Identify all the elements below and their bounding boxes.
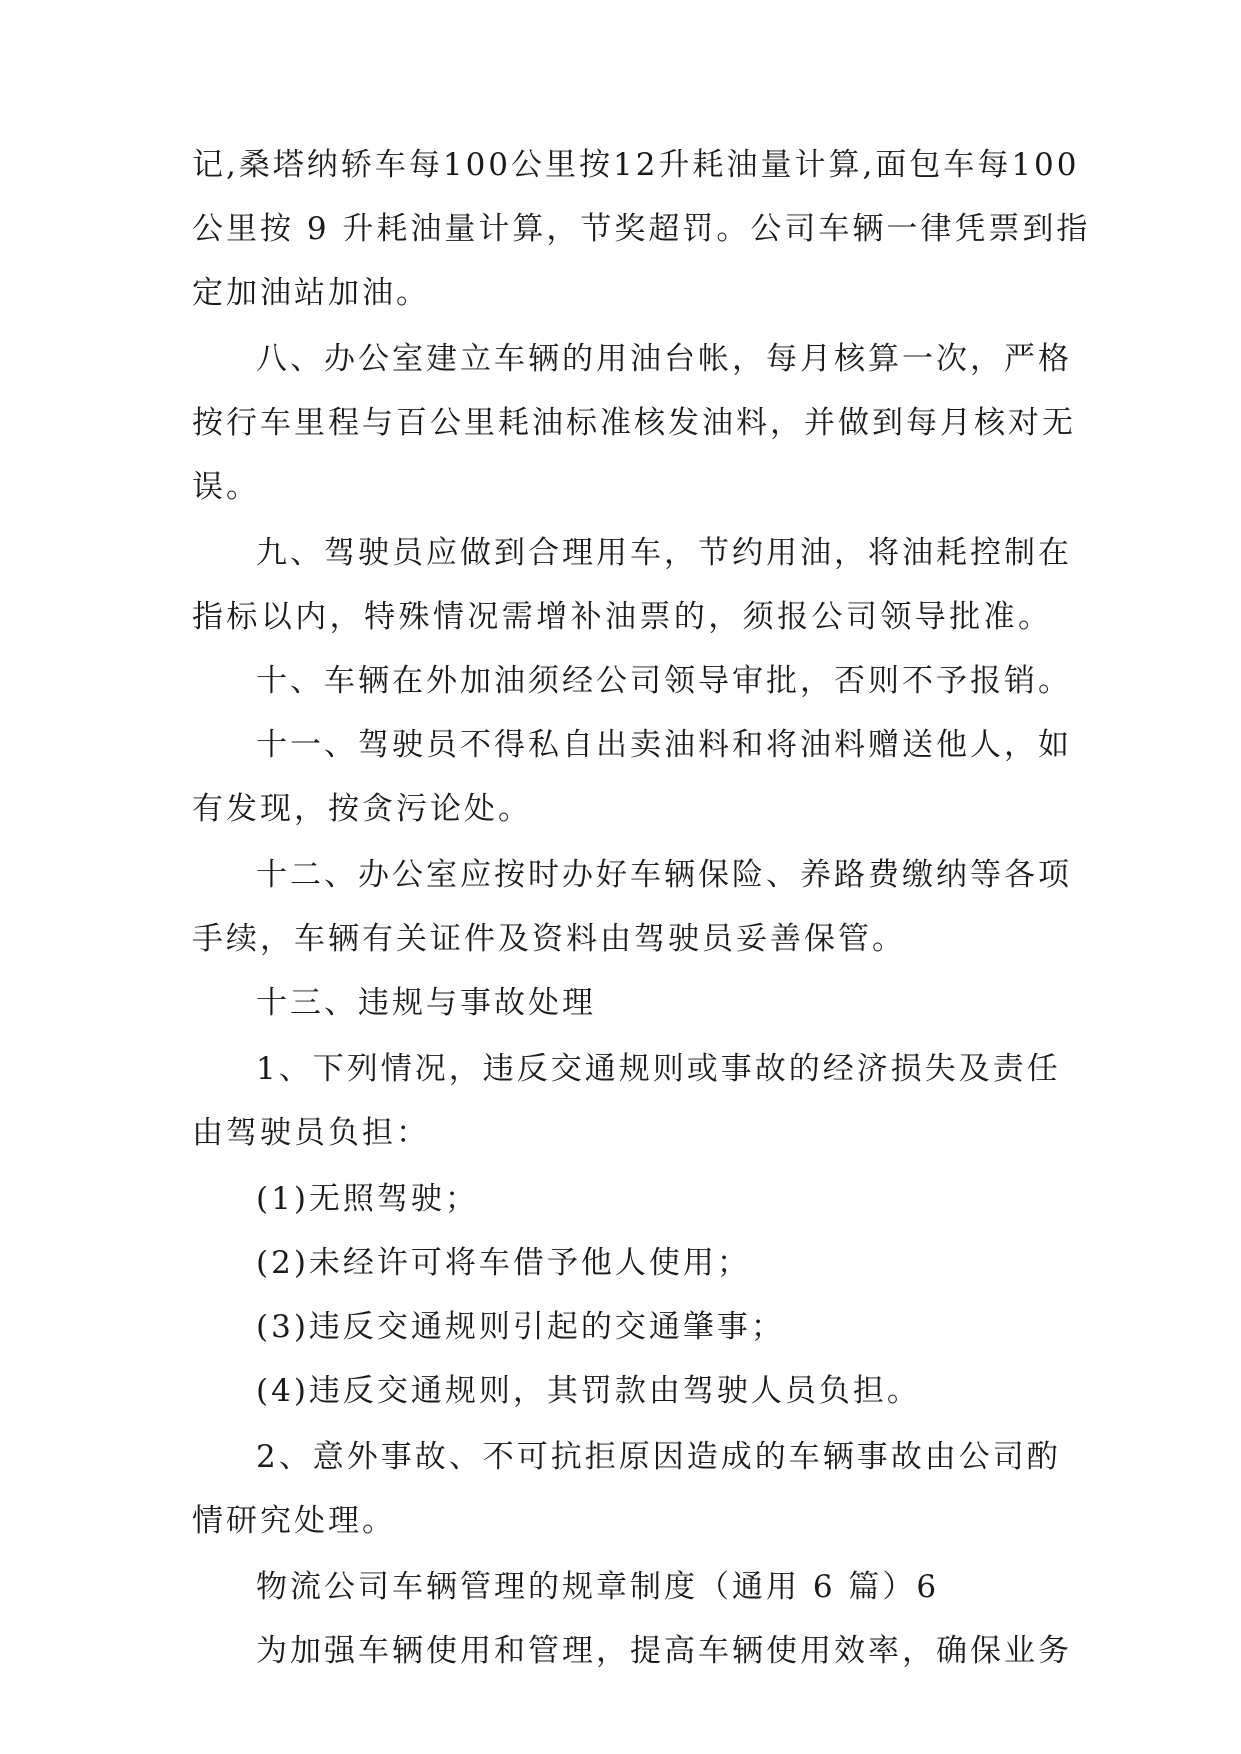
paragraph-line: 定加油站加油。 — [192, 275, 430, 311]
paragraph-line: 按行车里程与百公里耗油标准核发油料，并做到每月核对无 — [192, 405, 1076, 441]
paragraph-line: 九、驾驶员应做到合理用车，节约用油，将油耗控制在 — [256, 535, 1072, 571]
paragraph-line: 记,桑塔纳轿车每100公里按12升耗油量计算,面包车每100 — [192, 147, 1080, 183]
paragraph-line: 由驾驶员负担： — [192, 1115, 430, 1151]
list-item: (2)未经许可将车借予他人使用； — [256, 1245, 751, 1281]
paragraph-line: 十二、办公室应按时办好车辆保险、养路费缴纳等各项 — [256, 857, 1072, 893]
paragraph-line: 十一、驾驶员不得私自出卖油料和将油料赠送他人，如 — [256, 727, 1072, 763]
section-heading: 十三、违规与事故处理 — [256, 985, 596, 1021]
paragraph-line: 八、办公室建立车辆的用油台帐，每月核算一次，严格 — [256, 341, 1072, 377]
paragraph-line: 1、下列情况，违反交通规则或事故的经济损失及责任 — [256, 1051, 1061, 1087]
paragraph-line: 手续，车辆有关证件及资料由驾驶员妥善保管。 — [192, 921, 906, 957]
paragraph-line: 公里按 9 升耗油量计算，节奖超罚。公司车辆一律凭票到指 — [192, 211, 1091, 247]
paragraph-line: 为加强车辆使用和管理，提高车辆使用效率，确保业务 — [256, 1633, 1072, 1669]
list-item: (4)违反交通规则，其罚款由驾驶人员负担。 — [256, 1373, 921, 1409]
list-item: (3)违反交通规则引起的交通肇事； — [256, 1309, 785, 1345]
article-title: 物流公司车辆管理的规章制度（通用 6 篇）6 — [256, 1569, 940, 1605]
paragraph-line: 指标以内，特殊情况需增补油票的，须报公司领导批准。 — [192, 599, 1052, 635]
paragraph-line: 误。 — [192, 469, 260, 505]
list-item: (1)无照驾驶； — [256, 1181, 479, 1217]
paragraph-line: 2、意外事故、不可抗拒原因造成的车辆事故由公司酌 — [256, 1439, 1061, 1475]
paragraph-line: 十、车辆在外加油须经公司领导审批，否则不予报销。 — [256, 663, 1072, 699]
paragraph-line: 情研究处理。 — [192, 1503, 396, 1539]
paragraph-line: 有发现，按贪污论处。 — [192, 791, 532, 827]
